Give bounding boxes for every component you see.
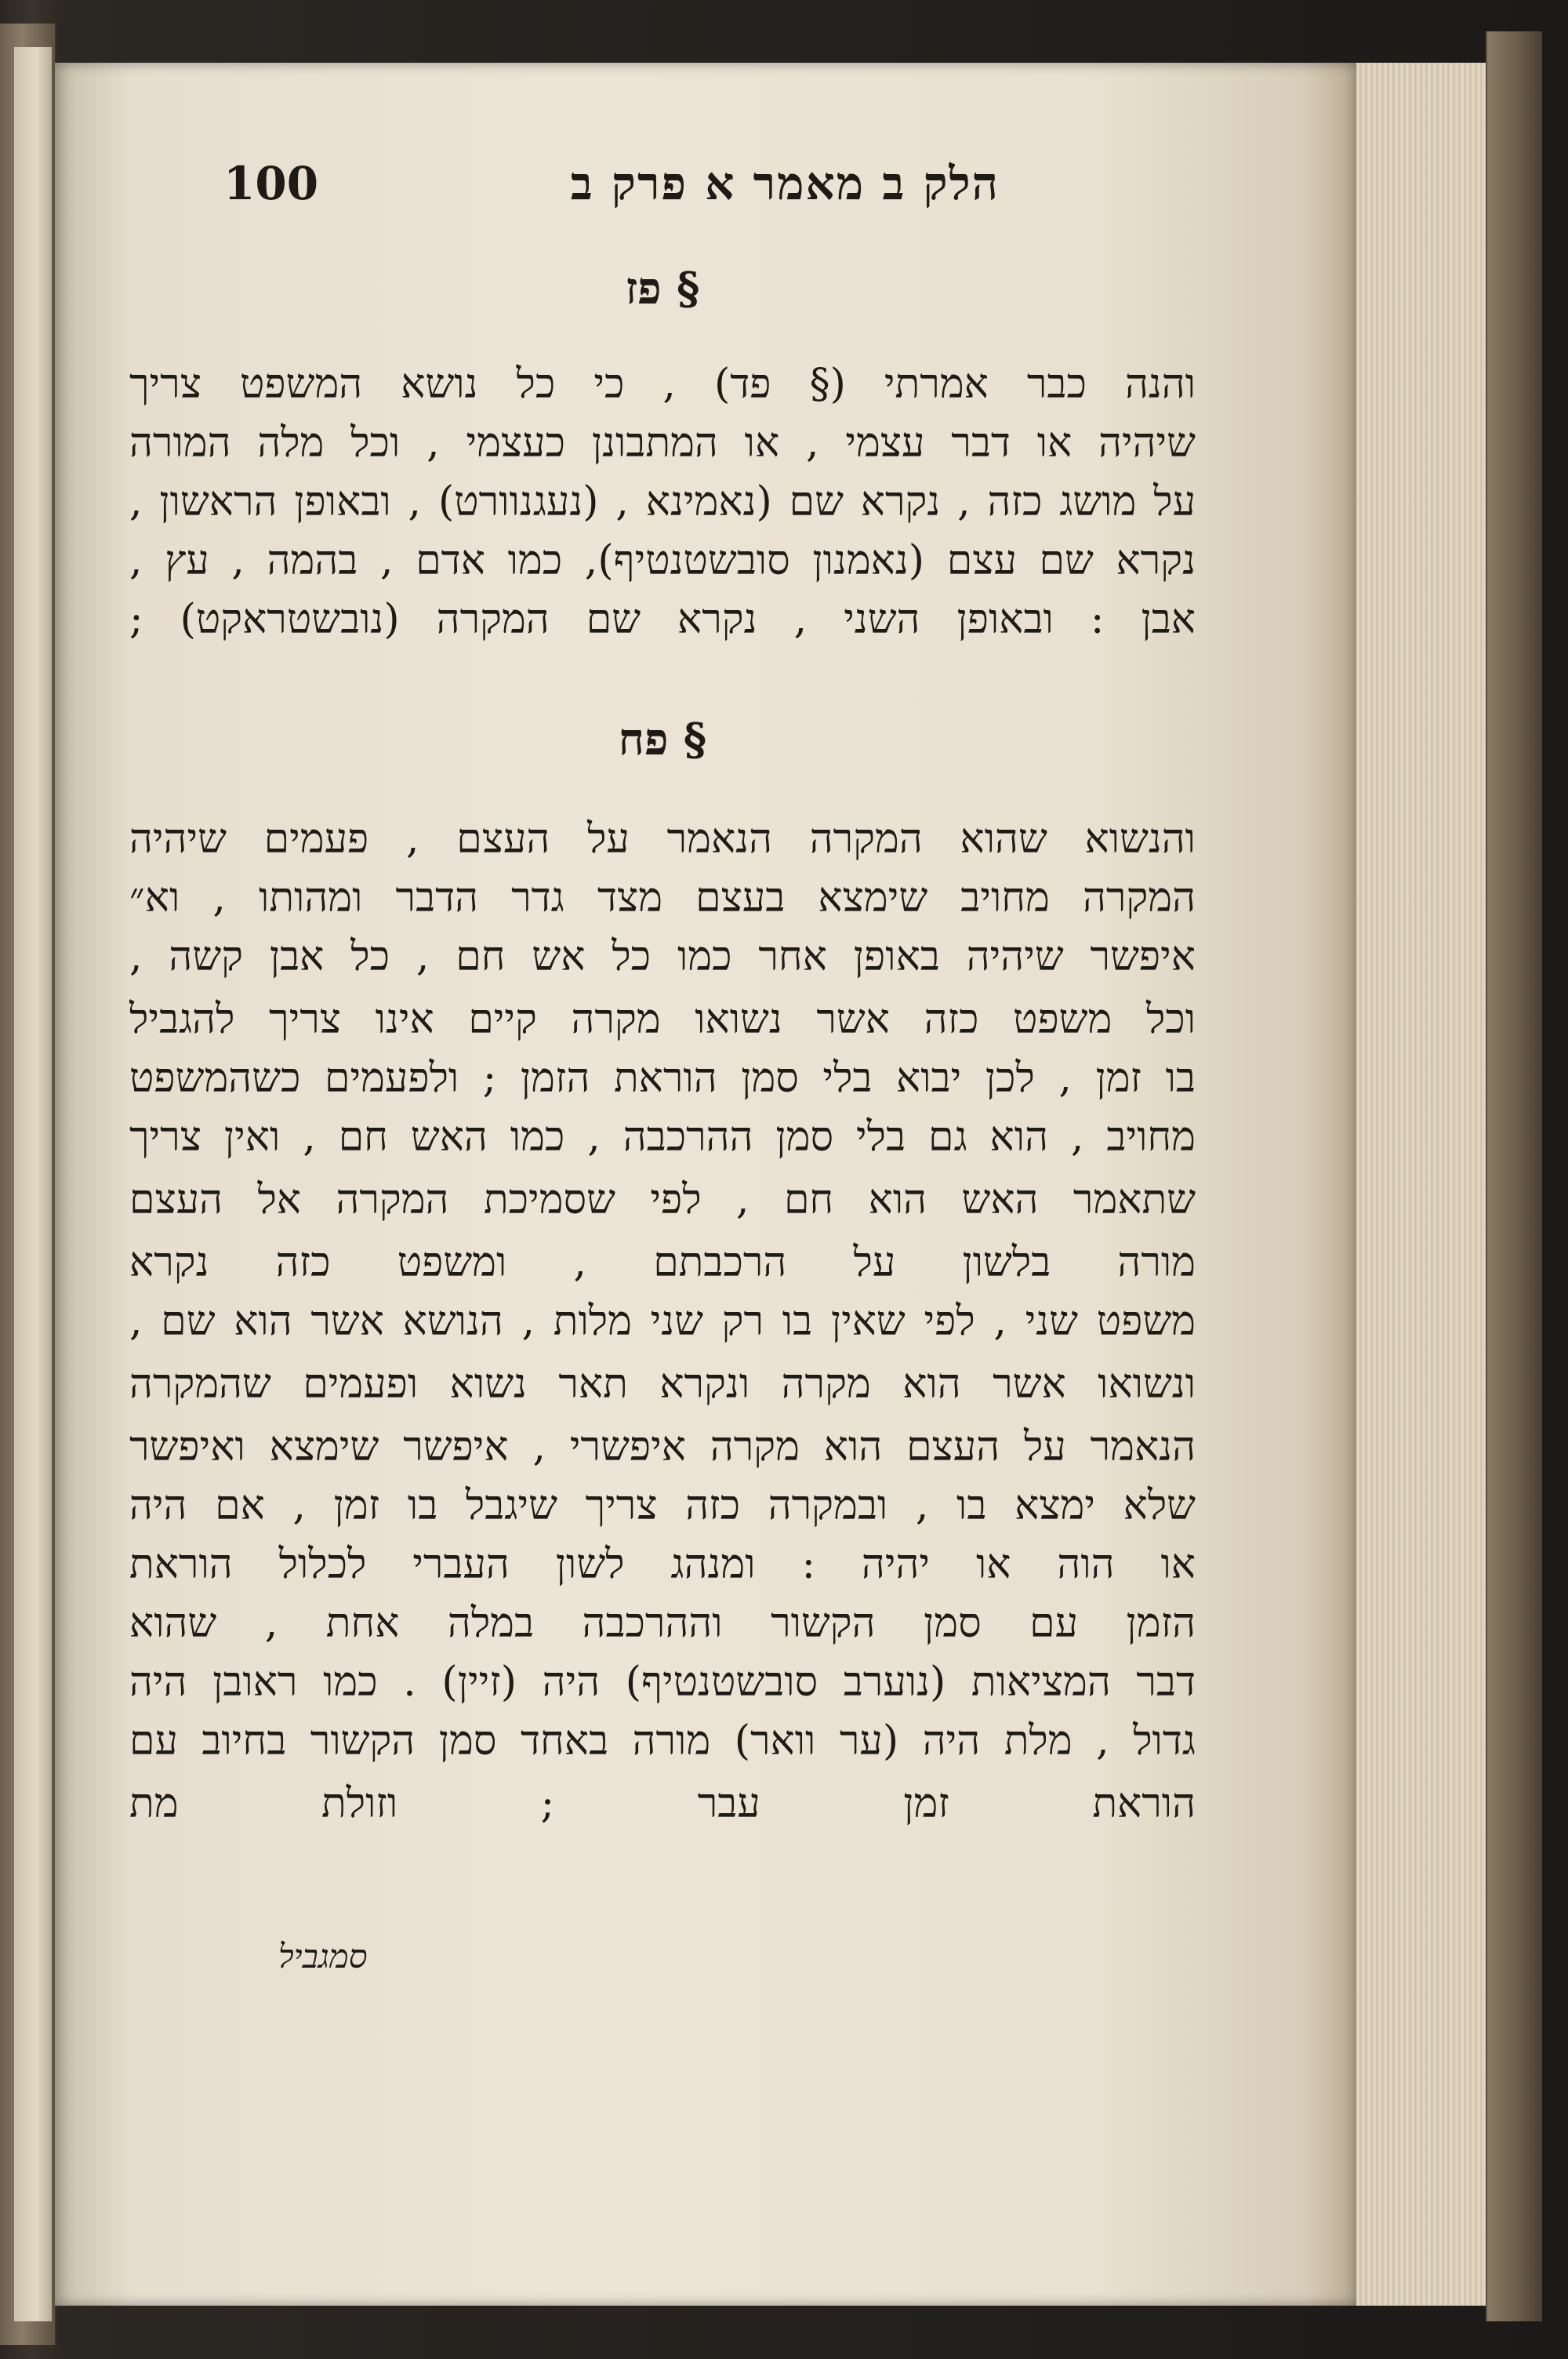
- text-line: גדול , מלת היה (ער וואר) מורה באחד סמן הקשור בחיוב עם: [129, 1717, 1196, 1765]
- text-line: על מושג כזה , נקרא שם (נאמינא , (נעגנוורט) , ובאופן הראשון ,: [129, 478, 1196, 525]
- text-line: או הוה או יהיה : ומנהג לשון העברי לכלול הוראת: [129, 1541, 1196, 1588]
- text-line: שיהיה או דבר עצמי , או המתבונן כעצמי , וכל מלה המורה: [129, 420, 1196, 467]
- running-title: הלק ב מאמר א פרק ב: [570, 157, 1000, 210]
- text-line: והנה כבר אמרתי (§ פד) , כי כל נושא המשפט צריך: [129, 361, 1196, 408]
- book-page: [55, 63, 1356, 2306]
- section-mark: § פז: [625, 263, 700, 314]
- text-line: שתאמר האש הוא חם , לפי שסמיכת המקרה אל העצם: [129, 1176, 1196, 1223]
- text-line: הזמן עם סמן הקשור וההרכבה במלה אחת , שהוא: [129, 1600, 1196, 1647]
- page-number: 100: [223, 157, 319, 210]
- text-line: הוראת זמן עבר ; וזולת מת: [129, 1780, 1196, 1827]
- text-line: וכל משפט כזה אשר נשואו מקרה קיים אינו צריך להגביל: [129, 996, 1196, 1043]
- text-line: מחויב , הוא גם בלי סמן ההרכבה , כמו האש חם , ואין צריך: [129, 1114, 1196, 1161]
- text-line: ונשואו אשר הוא מקרה ונקרא תאר נשוא ופעמים שהמקרה: [129, 1361, 1196, 1408]
- text-line: משפט שני , לפי שאין בו רק שני מלות , הנושא אשר הוא שם ,: [129, 1298, 1196, 1345]
- text-line: מורה בלשון על הרכבתם , ומשפט כזה נקרא: [129, 1239, 1196, 1286]
- text-line: דבר המציאות (נוערב סובשטנטיף) היה (זיין) . כמו ראובן היה: [129, 1659, 1196, 1706]
- right-cover: [1486, 31, 1542, 2321]
- running-head: [129, 157, 1196, 227]
- text-line: איפשר שיהיה באופן אחר כמו כל אש חם , כל אבן קשה ,: [129, 933, 1196, 980]
- page-fore-edge: [1356, 63, 1490, 2306]
- text-line: והנשוא שהוא המקרה הנאמר על העצם , פעמים שיהיה: [129, 816, 1196, 863]
- text-line: בו זמן , לכן יבוא בלי סמן הוראת הזמן ; ולפעמים כשהמשפט: [129, 1055, 1196, 1102]
- previous-page-edge: [14, 47, 52, 2321]
- text-line: נקרא שם עצם (נאמנון סובשטנטיף), כמו אדם , בהמה , עץ ,: [129, 537, 1196, 584]
- section-mark: § פח: [618, 714, 707, 765]
- text-line: הנאמר על העצם הוא מקרה איפשרי , איפשר שימצא ואיפשר: [129, 1423, 1196, 1470]
- page-text-block: [129, 63, 1196, 2102]
- catchword: סמגביל: [278, 1937, 368, 1976]
- text-line: המקרה מחויב שימצא בעצם מצד גדר הדבר ומהותו , וא״: [129, 874, 1196, 921]
- text-line: שלא ימצא בו , ובמקרה כזה צריך שיגבל בו זמן , אם היה: [129, 1482, 1196, 1529]
- text-line: אבן : ובאופן השני , נקרא שם המקרה (נובשטראקט) ;: [129, 596, 1196, 643]
